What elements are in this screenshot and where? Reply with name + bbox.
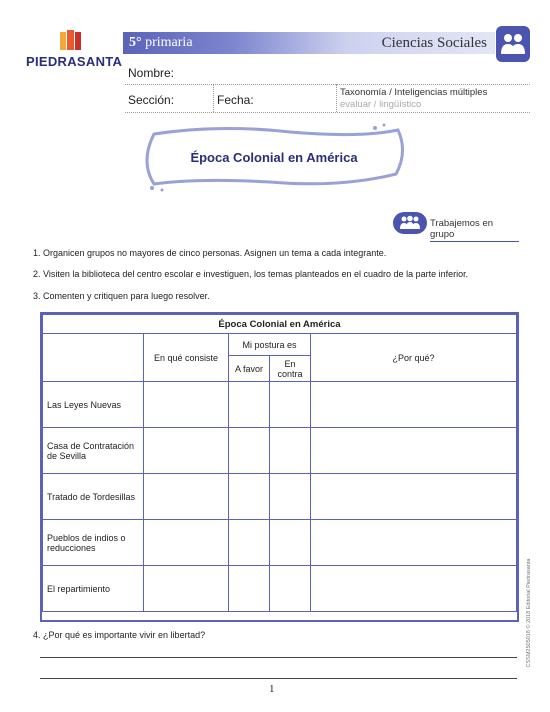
corner-cell [43,334,144,382]
answer-cell[interactable] [311,520,517,566]
answer-cell[interactable] [311,382,517,428]
row-label: Las Leyes Nuevas [43,382,144,428]
group-work-badge [393,212,519,240]
book-icon [59,30,83,52]
answer-line[interactable] [40,678,517,679]
answer-cell[interactable] [311,428,517,474]
answer-cell[interactable] [229,474,270,520]
answer-cell[interactable] [229,566,270,612]
logo-text: PIEDRASANTA [26,54,123,69]
name-line[interactable] [125,84,530,85]
instruction-1: 1. Organicen grupos no mayores de cinco personas. Asignen un tema a cada integrante. [33,248,387,258]
worksheet-title: Época Colonial en América [190,150,358,165]
group-work-label: Trabajemos en grupo [430,218,519,242]
table-row [43,382,517,428]
col-header-consiste: En qué consiste [144,334,229,382]
name-label: Nombre: [128,66,175,80]
table-row [43,474,517,520]
row-label: El repartimiento [43,566,144,612]
answer-cell[interactable] [229,520,270,566]
table-row [43,520,517,566]
topics-table [40,312,519,622]
col-header-porque: ¿Por qué? [311,334,517,382]
answer-cell[interactable] [144,474,229,520]
answer-cell[interactable] [144,520,229,566]
answer-cell[interactable] [144,428,229,474]
answer-cell[interactable] [144,566,229,612]
people-icon [496,26,530,62]
taxonomy-label: Taxonomía / Inteligencias múltiples evaluar / lingüístico [340,87,488,110]
answer-cell[interactable] [311,566,517,612]
answer-cell[interactable] [270,428,311,474]
page-number: 1 [269,683,275,695]
row-label: Pueblos de indios o reducciones [43,520,144,566]
section-label: Sección: [128,93,175,107]
divider [213,84,214,112]
answer-cell[interactable] [311,474,517,520]
question-4: 4. ¿Por qué es importante vivir en libertad? [33,630,206,640]
answer-cell[interactable] [270,520,311,566]
answer-cell[interactable] [270,474,311,520]
table-title: Época Colonial en América [43,315,517,334]
table-row [43,428,517,474]
divider [336,84,337,112]
publisher-logo [26,30,123,70]
table-row [43,566,517,612]
instruction-3: 3. Comenten y critiquen para luego resolver. [33,291,210,301]
grade-label: 5° primaria [129,35,193,50]
group-icon [393,212,427,234]
date-label: Fecha: [217,93,254,107]
copyright-note: CSSM2505018 © 2018 Editorial Piedrasanta [526,558,532,668]
answer-cell[interactable] [144,382,229,428]
answer-cell[interactable] [229,428,270,474]
col-header-contra: En contra [270,356,311,382]
instruction-2: 2. Visiten la biblioteca del centro escolar e investiguen, los temas planteados en el cuadro de la parte inferior. [33,269,469,279]
subject-title: Ciencias Sociales [381,35,487,51]
answer-cell[interactable] [229,382,270,428]
header-bar [123,32,495,54]
row-label: Tratado de Tordesillas [43,474,144,520]
col-header-postura: Mi postura es [229,334,311,356]
row-label: Casa de Contratación de Sevilla [43,428,144,474]
answer-line[interactable] [40,657,517,658]
answer-cell[interactable] [270,566,311,612]
col-header-favor: A favor [229,356,270,382]
answer-cell[interactable] [270,382,311,428]
section-line [125,112,530,113]
